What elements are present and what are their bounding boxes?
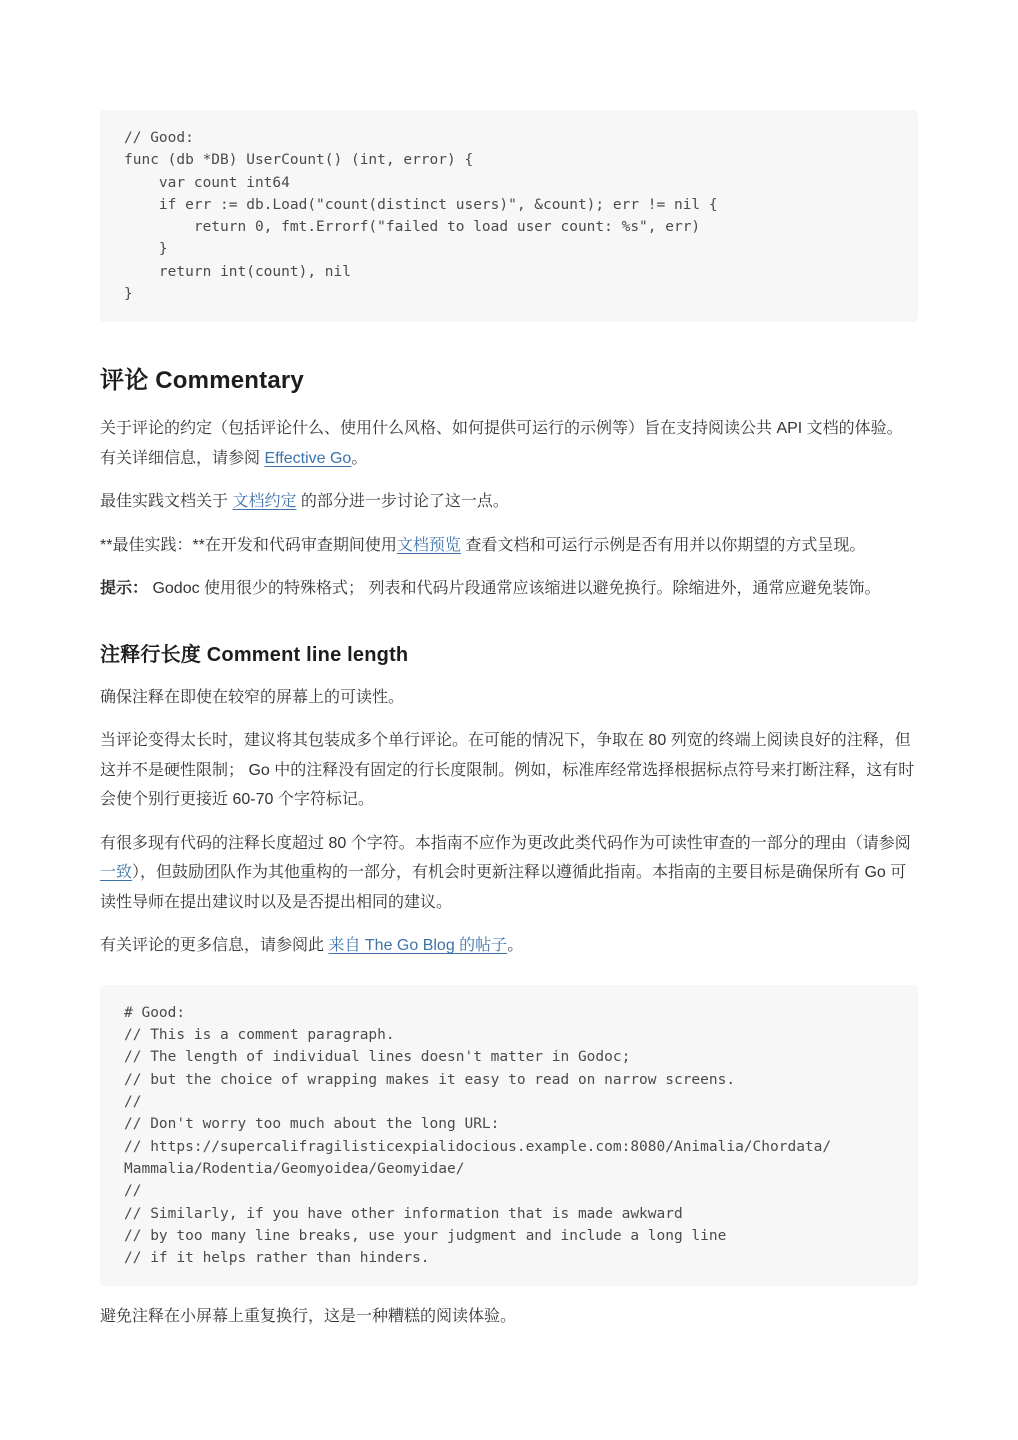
code-line: func (db *DB) UserCount() (int, error) { xyxy=(124,152,474,169)
code-line: return 0, fmt.Errorf("failed to load user count: %s", err) xyxy=(124,219,701,236)
code-line: if err := db.Load("count(distinct users)", &count); err != nil { xyxy=(124,196,718,213)
code-line: // Good: xyxy=(124,130,194,146)
code-line: // This is a comment paragraph. xyxy=(124,1027,395,1044)
code-line: // by too many line breaks, use your judgment and include a long line xyxy=(124,1227,727,1244)
code-block-go-usercount xyxy=(100,110,918,322)
doc-preview-link[interactable]: 文档预览 xyxy=(396,536,461,554)
paragraph-text: 最佳实践文档关于 xyxy=(100,493,233,511)
paragraph-existing-code xyxy=(100,829,918,918)
code-line: } xyxy=(124,241,168,258)
paragraph-text: 关于评论的约定（包括评论什么、使用什么风格、如何提供可运行的示例等）旨在支持阅读公共 API 文档的体验。有关详细信息，请参阅 xyxy=(100,420,903,467)
code-line: # Good: xyxy=(124,1004,186,1021)
paragraph-doc-conventions xyxy=(100,487,918,517)
code-line: return int(count), nil xyxy=(124,263,351,280)
code-line: // Similarly, if you have other information that is made awkward xyxy=(124,1205,683,1222)
paragraph-text: 有很多现有代码的注释长度超过 80 个字符。本指南不应作为更改此类代码作为可读性审查的一部分的理由（请参阅 xyxy=(100,834,911,852)
code-line: // but the choice of wrapping makes it easy to read on narrow screens. xyxy=(124,1071,736,1088)
code-line: // Don't worry too much about the long URL: xyxy=(124,1116,500,1133)
code-block-comment-paragraph xyxy=(100,985,918,1287)
paragraph-text: 有关评论的更多信息，请参阅此 xyxy=(100,937,329,955)
paragraph-avoid-rewrap: 避免注释在小屏幕上重复换行，这是一种糟糕的阅读体验。 xyxy=(100,1308,517,1326)
paragraph-text: **最佳实践：**在开发和代码审查期间使用 xyxy=(100,536,397,554)
tip-label: 提示： xyxy=(100,580,149,598)
paragraph-blog-reference xyxy=(100,931,918,961)
code-line: // if it helps rather than hinders. xyxy=(124,1250,430,1267)
code-line: // xyxy=(124,1094,142,1111)
doc-conventions-link[interactable]: 文档约定 xyxy=(232,493,297,511)
consistency-link[interactable]: 一致 xyxy=(100,864,133,882)
paragraph-best-practice xyxy=(100,531,918,561)
content-column xyxy=(100,110,918,1332)
code-line: // xyxy=(124,1183,142,1200)
paragraph-text: Godoc 使用很少的特殊格式； 列表和代码片段通常应该缩进以避免换行。除缩进外，通常应避免装饰。 xyxy=(148,580,881,598)
paragraph-readability: 确保注释在即使在较窄的屏幕上的可读性。 xyxy=(100,688,405,706)
paragraph-commentary-intro xyxy=(100,414,918,473)
paragraph-text: 。 xyxy=(351,449,368,467)
section-heading-comment-line-length: 注释行长度 Comment line length xyxy=(100,643,409,666)
code-line: } xyxy=(124,286,133,303)
code-line: Mammalia/Rodentia/Geomyoidea/Geomyidae/ xyxy=(124,1160,465,1177)
paragraph-text: 。 xyxy=(507,937,524,955)
paragraph-wrapping: 当评论变得太长时，建议将其包装成多个单行评论。在可能的情况下，争取在 80 列宽的终端上阅读良好的注释，但这并不是硬性限制； Go 中的注释没有固定的行长度限制。例如，标准库经常选择根据标点符号来打断注释，这有时会使个别行更接近 60-70 个字符标记。 xyxy=(100,732,915,809)
code-line: // The length of individual lines doesn't matter in Godoc; xyxy=(124,1049,631,1066)
paragraph-text: 查看文档和可运行示例是否有用并以你期望的方式呈现。 xyxy=(460,536,866,554)
go-blog-post-link[interactable]: 来自 The Go Blog 的帖子 xyxy=(328,937,508,955)
paragraph-text: 的部分进一步讨论了这一点。 xyxy=(296,493,509,511)
code-line: var count int64 xyxy=(124,174,290,191)
paragraph-text: ），但鼓励团队作为其他重构的一部分，有机会时更新注释以遵循此指南。本指南的主要目标是确保所有 Go 可读性导师在提出建议时以及是否提出相同的建议。 xyxy=(100,864,907,911)
effective-go-link[interactable]: Effective Go xyxy=(264,449,352,467)
section-heading-commentary: 评论 Commentary xyxy=(100,367,304,395)
code-line: // https://supercalifragilisticexpialidocious.example.com:8080/Animalia/Chordata/ xyxy=(124,1138,832,1155)
paragraph-tip xyxy=(100,574,918,604)
